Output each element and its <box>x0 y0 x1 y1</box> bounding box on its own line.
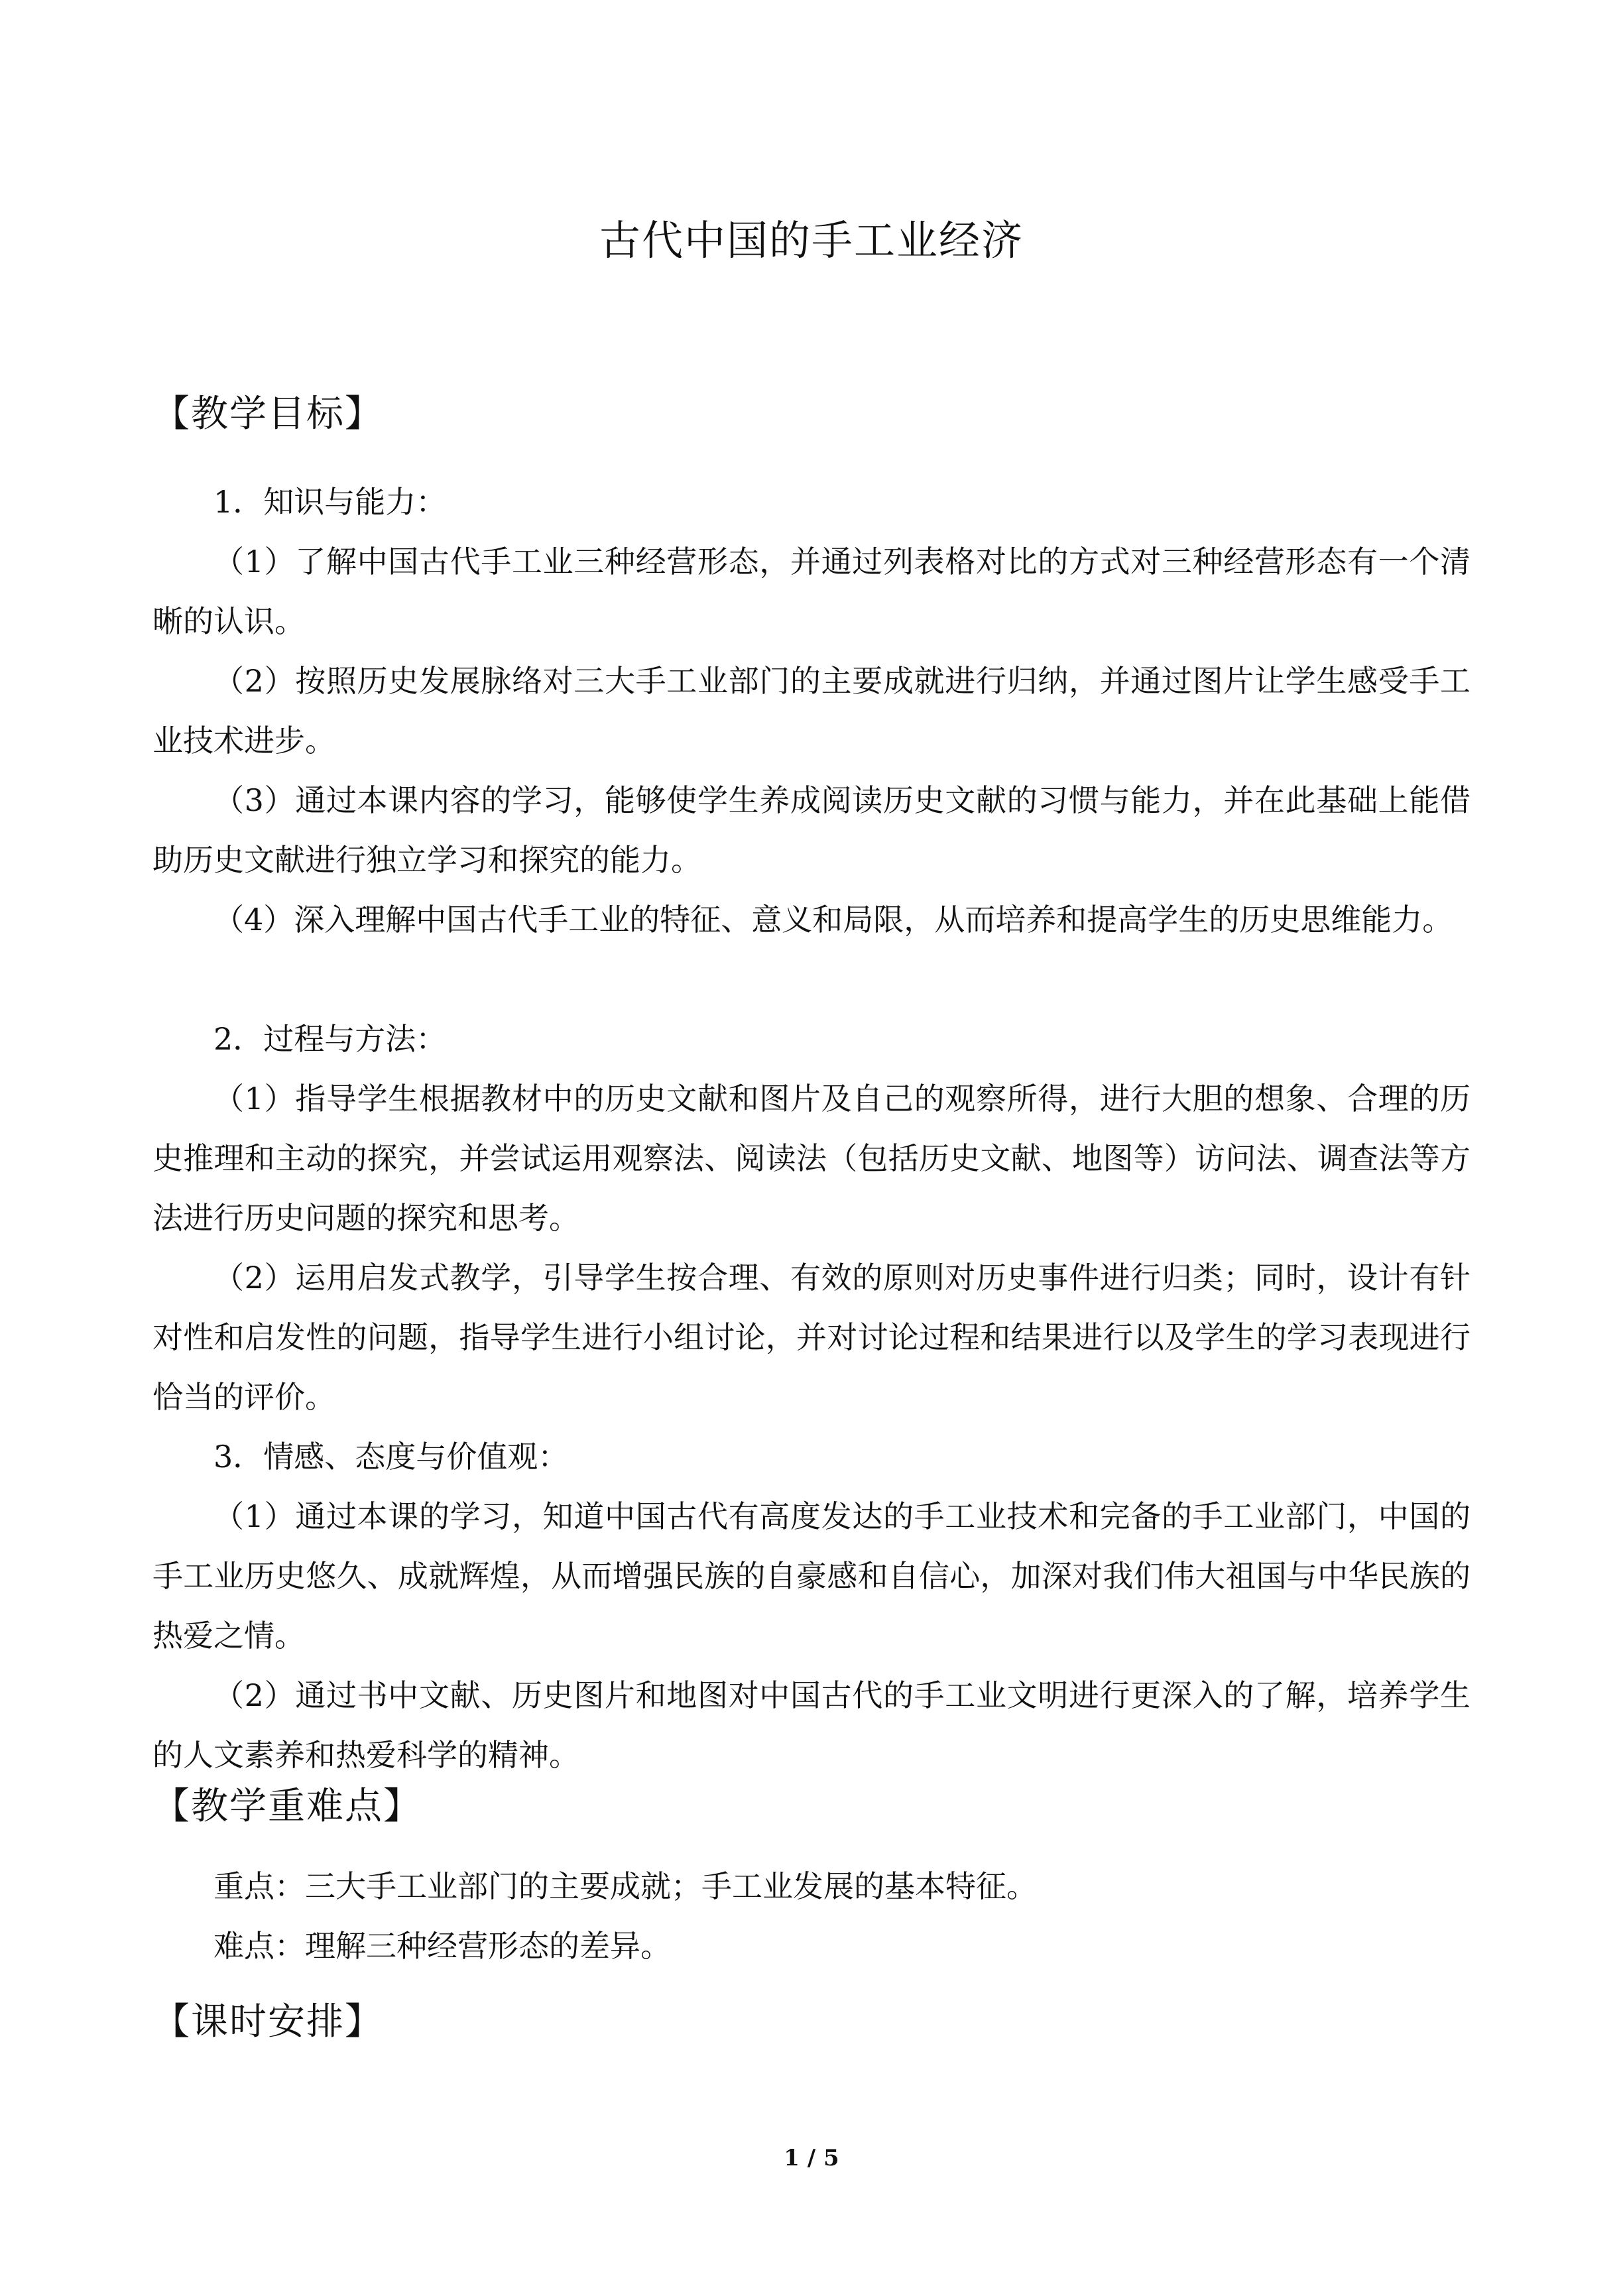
paragraph-process-1: （1）指导学生根据教材中的历史文献和图片及自己的观察所得，进行大胆的想象、合理的历史推理和主动的探究，并尝试运用观察法、阅读法（包括历史文献、地图等）访问法、调查法等方法进行历史问题的探究和思考。 <box>152 1081 1471 1236</box>
subheading-knowledge: 1．知识与能力： <box>213 484 447 520</box>
page-number: 1 / 5 <box>784 2145 839 2171</box>
paragraph-attitude-1: （1）通过本课的学习，知道中国古代有高度发达的手工业技术和完备的手工业部门，中国的手工业历史悠久、成就辉煌，从而增强民族的自豪感和自信心，加深对我们伟大祖国与中华民族的热爱之情。 <box>152 1498 1471 1654</box>
document-title: 古代中国的手工业经济 <box>599 216 1024 265</box>
subheading-attitude: 3．情感、态度与价值观： <box>213 1439 569 1475</box>
paragraph-process-2: （2）运用启发式教学，引导学生按合理、有效的原则对历史事件进行归类；同时，设计有针对性和启发性的问题，指导学生进行小组讨论，并对讨论过程和结果进行以及学生的学习表现进行恰当的评价。 <box>152 1260 1471 1415</box>
paragraph-knowledge-4: （4）深入理解中国古代手工业的特征、意义和局限，从而培养和提高学生的历史思维能力。 <box>213 902 1453 937</box>
paragraph-attitude-2: （2）通过书中文献、历史图片和地图对中国古代的手工业文明进行更深入的了解，培养学生的人文素养和热爱科学的精神。 <box>152 1677 1471 1773</box>
paragraph-knowledge-2: （2）按照历史发展脉络对三大手工业部门的主要成就进行归纳，并通过图片让学生感受手工业技术进步。 <box>152 663 1471 758</box>
paragraph-focus: 重点：三大手工业部门的主要成就；手工业发展的基本特征。 <box>213 1868 1037 1904</box>
paragraph-difficulty: 难点：理解三种经营形态的差异。 <box>213 1928 671 1964</box>
paragraph-knowledge-3: （3）通过本课内容的学习，能够使学生养成阅读历史文献的习惯与能力，并在此基础上能借助历史文献进行独立学习和探究的能力。 <box>152 782 1471 878</box>
paragraph-knowledge-1: （1）了解中国古代手工业三种经营形态，并通过列表格对比的方式对三种经营形态有一个清晰的认识。 <box>152 544 1471 639</box>
subheading-process: 2．过程与方法： <box>213 1021 447 1057</box>
section-heading-key-points: 【教学重难点】 <box>152 1785 422 1828</box>
section-heading-objectives: 【教学目标】 <box>152 393 383 436</box>
section-heading-schedule: 【课时安排】 <box>152 2000 383 2043</box>
